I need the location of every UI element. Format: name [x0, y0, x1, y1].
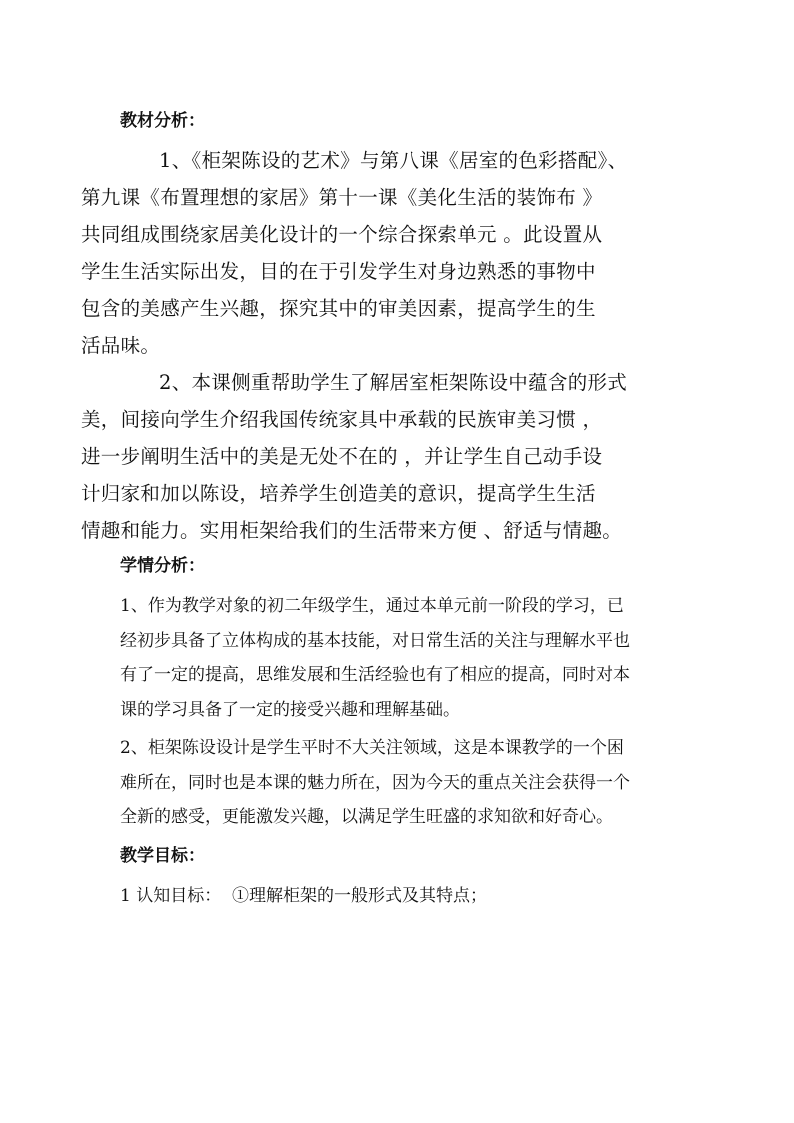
heading-teaching-goals: 教学目标： — [120, 845, 205, 866]
paragraph-students-1 — [120, 589, 680, 727]
text-line: 活品味。 — [81, 334, 161, 357]
text-line: 全新的感受，更能激发兴趣，以满足学生旺盛的求知欲和好奇心。 — [120, 807, 613, 827]
text-line: 计归家和加以陈设，培养学生创造美的意识，提高学生生活 — [81, 482, 596, 505]
paragraph-students-2 — [120, 731, 680, 835]
text-line: 情趣和能力。实用柜架给我们的生活带来方便 、舒适与情趣。 — [81, 519, 623, 542]
text-line: 课的学习具备了一定的接受兴趣和理解基础。 — [120, 699, 460, 720]
text-line: 共同组成围绕家居美化设计的一个综合探索单元 。此设置从 — [81, 223, 603, 246]
text-line: 经初步具备了立体构成的基本技能，对日常生活的关注与理解水平也 — [120, 630, 630, 651]
paragraph-goals-1 — [120, 879, 680, 914]
text-line: 1、作为教学对象的初二年级学生，通过本单元前一阶段的学习，已 — [120, 596, 624, 616]
text-line: 美，间接向学生介绍我国传统家具中承载的民族审美习惯 ， — [81, 408, 603, 431]
heading-student-analysis: 学情分析： — [120, 556, 205, 576]
text-line: 有了一定的提高，思维发展和生活经验也有了相应的提高，同时对本 — [120, 665, 630, 685]
text-line: 进一步阐明生活中的美是无处不在的 ，并让学生自己动手设 — [81, 445, 603, 468]
text-line: 1 认知目标： ①理解柜架的一般形式及其特点； — [120, 885, 488, 906]
text-line: 包含的美感产生兴趣，探究其中的审美因素，提高学生的生 — [81, 297, 596, 320]
paragraph-material-2 — [81, 364, 680, 549]
text-line: 学生生活实际出发，目的在于引发学生对身边熟悉的事物中 — [81, 260, 596, 283]
text-line: 1、《柜架陈设的艺术》与第八课《居室的色彩搭配》、 — [159, 149, 628, 172]
heading-material-analysis: 教材分析： — [120, 111, 205, 131]
text-line: 2、柜架陈设设计是学生平时不大关注领域，这是本课教学的一个困 — [120, 738, 624, 758]
text-line: 难所在，同时也是本课的魅力所在，因为今天的重点关注会获得一个 — [120, 772, 630, 793]
document-body — [81, 104, 680, 913]
text-line: 第九课《布置理想的家居》第十一课《美化生活的装饰布 》 — [81, 186, 603, 209]
paragraph-material-1 — [81, 142, 680, 364]
text-line: 2、本课侧重帮助学生了解居室柜架陈设中蕴含的形式 — [159, 371, 628, 394]
